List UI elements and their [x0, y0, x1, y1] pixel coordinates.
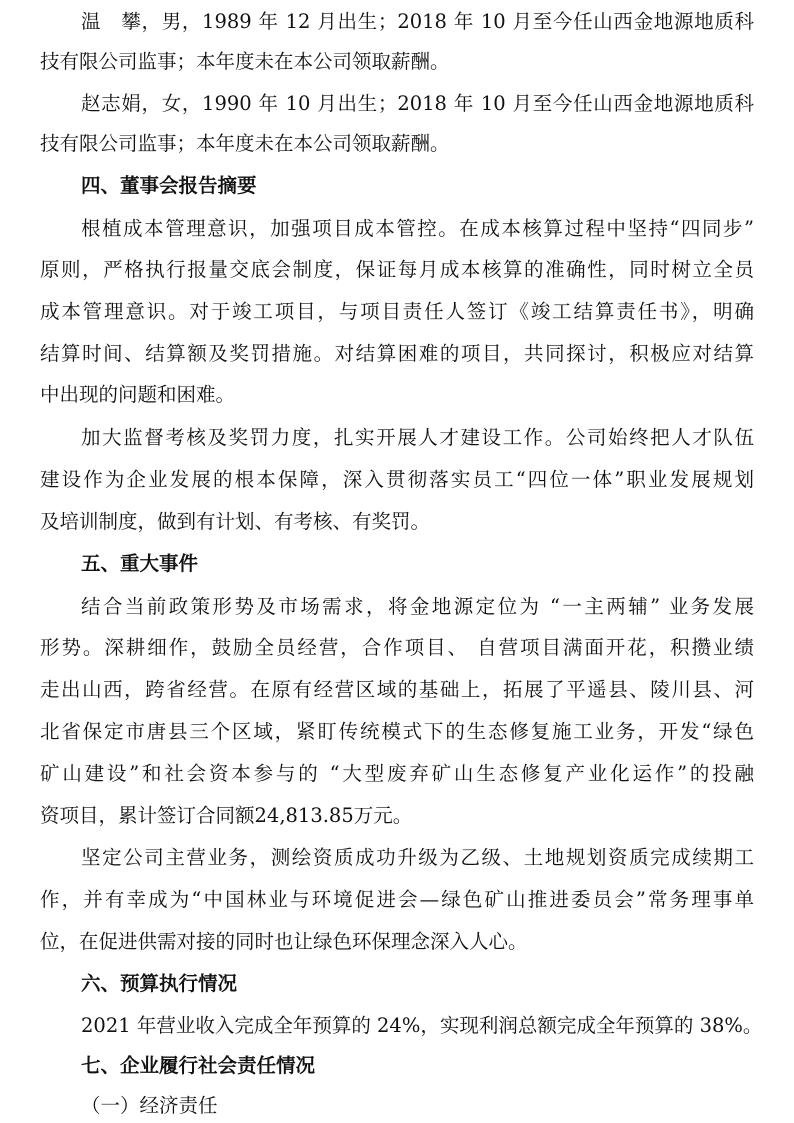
- paragraph-line: 原则，严格执行报量交底会制度，保证每月成本核算的准确性，同时树立全员: [40, 258, 754, 281]
- paragraph-line: 加大监督考核及奖罚力度，扎实开展人才建设工作。公司始终把人才队伍: [81, 426, 754, 449]
- paragraph-line: 根植成本管理意识，加强项目成本管控。在成本核算过程中坚持“四同步”: [81, 217, 754, 240]
- paragraph-line: 温 攀，男，1989 年 12 月出生；2018 年 10 月至今任山西金地源地质科: [81, 10, 754, 33]
- section-heading: 六、预算执行情况: [81, 972, 238, 995]
- paragraph-line: 建设作为企业发展的根本保障，深入贯彻落实员工“四位一体”职业发展规划: [40, 468, 754, 491]
- paragraph-line: 结算时间、结算额及奖罚措施。对结算困难的项目，共同探讨，积极应对结算: [40, 342, 754, 365]
- paragraph-line: 结合当前政策形势及市场需求，将金地源定位为 “一主两辅” 业务发展: [81, 595, 754, 618]
- paragraph-line: 成本管理意识。对于竣工项目，与项目责任人签订《竣工结算责任书》，明确: [40, 300, 754, 323]
- paragraph-line: 坚定公司主营业务，测绘资质成功升级为乙级、土地规划资质完成续期工: [81, 846, 754, 869]
- section-heading: 五、重大事件: [81, 552, 199, 575]
- subsection-heading: （一）经济责任: [81, 1094, 218, 1117]
- paragraph-line: 北省保定市唐县三个区域，紧盯传统模式下的生态修复施工业务，开发“绿色: [40, 720, 754, 743]
- paragraph-line: 走出山西，跨省经营。在原有经营区域的基础上，拓展了平遥县、陵川县、河: [40, 678, 754, 701]
- paragraph-line: 位，在促进供需对接的同时也让绿色环保理念深入人心。: [40, 930, 528, 953]
- paragraph-line: 2021 年营业收入完成全年预算的 24%，实现利润总额完成全年预算的 38%。: [81, 1014, 763, 1037]
- section-heading: 四、董事会报告摘要: [81, 174, 257, 197]
- paragraph-line: 作，并有幸成为“中国林业与环境促进会—绿色矿山推进委员会”常务理事单: [40, 888, 754, 911]
- paragraph-line: 资项目，累计签订合同额24,813.85万元。: [40, 804, 413, 827]
- paragraph-line: 形势。深耕细作，鼓励全员经营，合作项目、 自营项目满面开花，积攒业绩: [40, 636, 754, 659]
- paragraph-line: 技有限公司监事；本年度未在本公司领取薪酬。: [40, 132, 450, 155]
- paragraph-line: 及培训制度，做到有计划、有考核、有奖罚。: [40, 510, 431, 533]
- paragraph-line: 技有限公司监事；本年度未在本公司领取薪酬。: [40, 50, 450, 73]
- paragraph-line: 中出现的问题和困难。: [40, 383, 236, 406]
- section-heading: 七、企业履行社会责任情况: [81, 1054, 316, 1077]
- paragraph-line: 赵志娟，女，1990 年 10 月出生；2018 年 10 月至今任山西金地源地质科: [81, 92, 754, 115]
- paragraph-line: 矿山建设”和社会资本参与的 “大型废弃矿山生态修复产业化运作”的投融: [40, 762, 754, 785]
